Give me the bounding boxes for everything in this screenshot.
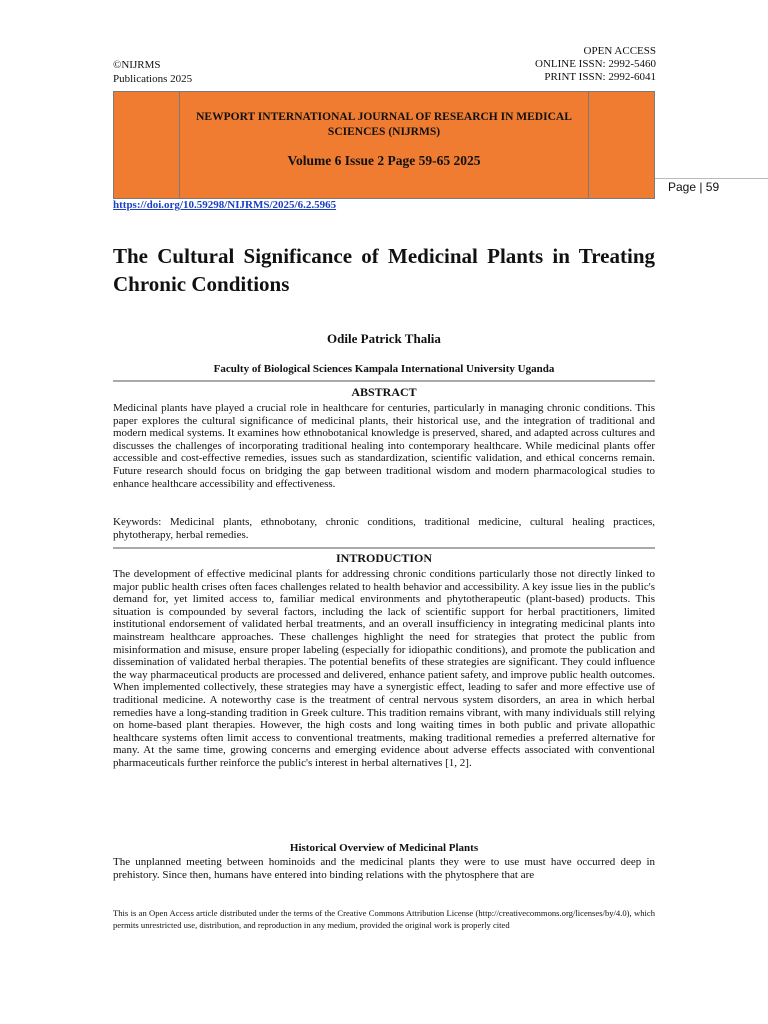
- paper-title: The Cultural Significance of Medicinal Plants in Treating Chronic Conditions: [113, 244, 655, 296]
- online-issn: ONLINE ISSN: 2992-5460: [535, 58, 656, 70]
- copyright-line: ©NIJRMS: [113, 59, 161, 71]
- historical-text: The unplanned meeting between hominoids and the medicinal plants they were to use must have occurred deep in prehistory. Since then, humans have entered into binding relations with the phytosphere that are: [113, 856, 655, 881]
- license-footer: This is an Open Access article distributed under the terms of the Creative Commons Attribution License (http://creativecommons.org/licenses/by/4.0), which permits unrestricted use, distribution, and reproduction in any medium, provided the original work is properly cited: [113, 908, 655, 930]
- keywords-label: Keywords:: [113, 516, 162, 528]
- introduction-text: The development of effective medicinal plants for addressing chronic conditions particularly those not directly linked to major public health crises often faces challenges related to health behavior and accessibility. A key issue lies in the public's demand for, yet limited access to, familiar medical environments and phytotherapeutic (plant-based) products. This situation is compounded by several factors, including the lack of scientific support for herbal practitioners, limited institutional endorsement of validated herbal treatments, and an overall insufficiency in integrating medicinal plants into mainstream healthcare approaches. These challenges highlight the need for strategies that protect the public from misinformation and misuse, ensure proper labeling (especially for idiopathic conditions), and promote the publication and dissemination of validated herbal therapies. The potential benefits of these strategies are significant. They could influence the way pharmaceutical products are processed and delivered, enhance patient safety, and improve public health outcomes. When implemented collectively, these strategies may have a synergistic effect, leading to safer and more effective use of traditional medicine. A noteworthy case is the treatment of central nervous system disorders, an area in which herbal remedies have a long-standing tradition in Greek culture. This tradition remains vibrant, with many individuals still relying on home-based plant therapies. However, the high costs and long waiting times in both public and private allopathic healthcare systems often limit access to conventional treatments, making traditional remedies a preferred alternative for many. At the same time, growing concerns and emerging evidence about adverse effects associated with conventional pharmaceuticals further reinforce the public's interest in herbal alternatives [1, 2].: [113, 568, 655, 769]
- banner-divider-left: [179, 92, 180, 198]
- page-number: Page | 59: [668, 180, 720, 194]
- keywords-list: Medicinal plants, ethnobotany, chronic conditions, traditional medicine, cultural healing practices, phytotherapy, herbal remedies.: [113, 516, 656, 541]
- volume-line: Volume 6 Issue 2 Page 59-65 2025: [287, 153, 481, 168]
- doi-link[interactable]: https://doi.org/10.59298/NIJRMS/2025/6.2.5965: [113, 199, 337, 211]
- print-issn: PRINT ISSN: 2992-6041: [544, 71, 656, 83]
- abstract-heading: ABSTRACT: [351, 385, 417, 399]
- journal-name: NEWPORT INTERNATIONAL JOURNAL OF RESEARCH IN MEDICAL SCIENCES (NIJRMS): [196, 111, 572, 138]
- publisher-info: [113, 58, 192, 86]
- journal-banner: [113, 91, 655, 199]
- historical-heading: Historical Overview of Medicinal Plants: [289, 842, 479, 854]
- abstract-text: Medicinal plants have played a crucial role in healthcare for centuries, particularly in managing chronic conditions. This paper explores the cultural significance of medicinal plants, their historical use, and the integration of traditional and modern medical systems. It examines how ethnobotanical knowledge is preserved, shared, and adapted across cultures and discusses the challenges of incorporating traditional healing into contemporary healthcare. While medicinal plants offer accessible and cost-effective remedies, issues such as standardization, scientific validation, and ethical concerns remain. Future research should focus on bridging the gap between traditional wisdom and modern pharmacological studies to enhance healthcare accessibility and effectiveness.: [113, 402, 655, 490]
- publications-year: Publications 2025: [113, 73, 193, 85]
- open-access-label: OPEN ACCESS: [583, 45, 656, 57]
- issn-info: [535, 45, 656, 84]
- banner-divider-right: [588, 92, 589, 198]
- page-label-rule: [655, 178, 768, 179]
- affiliation: Faculty of Biological Sciences Kampala International University Uganda: [213, 363, 555, 375]
- introduction-heading: INTRODUCTION: [335, 551, 432, 565]
- abstract-top-rule: [113, 380, 655, 382]
- author-name: Odile Patrick Thalia: [327, 331, 441, 346]
- keywords: [113, 516, 655, 541]
- abstract-bottom-rule: [113, 547, 655, 549]
